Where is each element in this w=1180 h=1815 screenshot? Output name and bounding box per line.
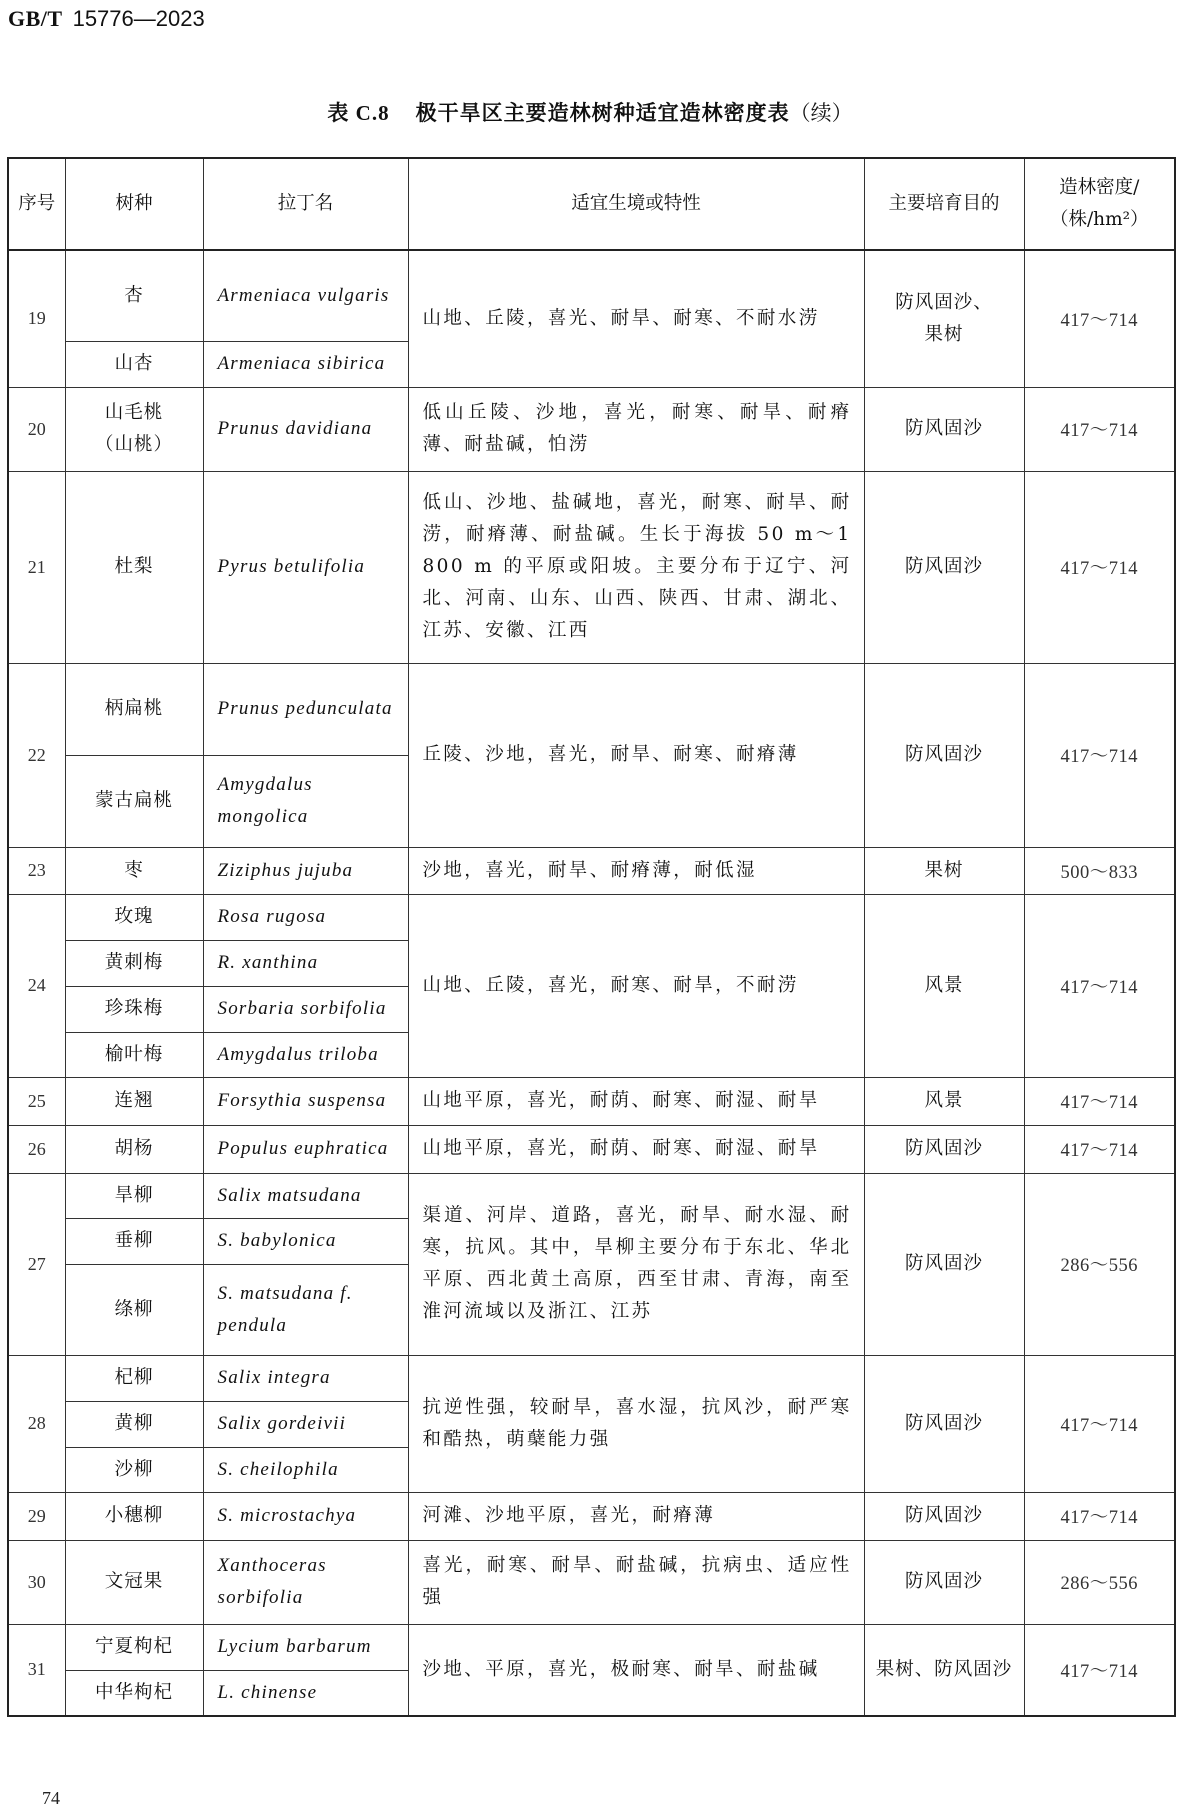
- row-number: 22: [8, 663, 65, 847]
- table-row: [8, 1492, 1175, 1540]
- species-name: 蒙古扁桃: [65, 755, 203, 847]
- table-row: [8, 1077, 1175, 1125]
- species-name: 黄刺梅: [65, 940, 203, 986]
- cultivation-purpose: 防风固沙、 果树: [864, 250, 1024, 387]
- cultivation-purpose: 防风固沙: [864, 1173, 1024, 1355]
- row-number: 30: [8, 1540, 65, 1624]
- habitat-traits: 山地平原，喜光，耐荫、耐寒、耐湿、耐旱: [408, 1077, 864, 1125]
- table-row: [8, 1173, 1175, 1218]
- planting-density: 417～714: [1024, 1125, 1175, 1173]
- species-name: 玫瑰: [65, 894, 203, 940]
- density-table: [7, 157, 1176, 1717]
- table-row: [8, 663, 1175, 755]
- habitat-traits: 沙地，喜光，耐旱、耐瘠薄，耐低湿: [408, 847, 864, 894]
- species-name: 连翘: [65, 1077, 203, 1125]
- latin-name: Populus euphratica: [203, 1125, 408, 1173]
- cultivation-purpose: 防风固沙: [864, 387, 1024, 471]
- column-header-habitat: 适宜生境或特性: [408, 158, 864, 250]
- row-number: 29: [8, 1492, 65, 1540]
- latin-name: Prunus pedunculata: [203, 663, 408, 755]
- species-name: 垂柳: [65, 1218, 203, 1264]
- cultivation-purpose: 果树: [864, 847, 1024, 894]
- species-name: 杏: [65, 250, 203, 341]
- species-name: 胡杨: [65, 1125, 203, 1173]
- species-name: 文冠果: [65, 1540, 203, 1624]
- planting-density: 500～833: [1024, 847, 1175, 894]
- planting-density: 417～714: [1024, 1624, 1175, 1716]
- latin-name: Sorbaria sorbifolia: [203, 986, 408, 1032]
- row-number: 25: [8, 1077, 65, 1125]
- habitat-traits: 低山、沙地、盐碱地，喜光，耐寒、耐旱、耐涝，耐瘠薄、耐盐碱。生长于海拔 50 m～1 800 m 的平原或阳坡。主要分布于辽宁、河北、河南、山东、山西、陕西、甘肃、湖北、江苏、安徽、江西: [408, 471, 864, 663]
- habitat-traits: 山地平原，喜光，耐荫、耐寒、耐湿、耐旱: [408, 1125, 864, 1173]
- row-number: 31: [8, 1624, 65, 1716]
- table-title: [0, 98, 1180, 128]
- planting-density: 417～714: [1024, 894, 1175, 1077]
- latin-name: Salix integra: [203, 1355, 408, 1401]
- cultivation-purpose: 防风固沙: [864, 471, 1024, 663]
- table-row: [8, 1540, 1175, 1624]
- density-header-line2: （株/hm²）: [1049, 209, 1149, 230]
- column-header-purpose: 主要培育目的: [864, 158, 1024, 250]
- latin-name: S. cheilophila: [203, 1447, 408, 1492]
- latin-name: Ziziphus jujuba: [203, 847, 408, 894]
- table-body: [8, 250, 1175, 1716]
- table-title-text: 极干旱区主要造林树种适宜造林密度表: [415, 101, 790, 125]
- latin-name: Amygdalus mongolica: [203, 755, 408, 847]
- latin-name: Salix matsudana: [203, 1173, 408, 1218]
- table-number: 表 C.8: [327, 101, 390, 125]
- latin-name: Lycium barbarum: [203, 1624, 408, 1670]
- habitat-traits: 渠道、河岸、道路，喜光，耐旱、耐水湿、耐寒，抗风。其中，旱柳主要分布于东北、华北平原、西北黄土高原，西至甘肃、青海，南至淮河流域以及浙江、江苏: [408, 1173, 864, 1355]
- table-continued-label: （续）: [789, 101, 853, 125]
- species-name: 宁夏枸杞: [65, 1624, 203, 1670]
- row-number: 26: [8, 1125, 65, 1173]
- column-header-latin: 拉丁名: [203, 158, 408, 250]
- table-row: [8, 1125, 1175, 1173]
- row-number: 23: [8, 847, 65, 894]
- planting-density: 417～714: [1024, 663, 1175, 847]
- row-number: 24: [8, 894, 65, 1077]
- table-row: [8, 894, 1175, 940]
- species-name: 枣: [65, 847, 203, 894]
- species-name: 珍珠梅: [65, 986, 203, 1032]
- species-name: 杞柳: [65, 1355, 203, 1401]
- habitat-traits: 河滩、沙地平原，喜光，耐瘠薄: [408, 1492, 864, 1540]
- standard-prefix: GB/T: [8, 6, 63, 31]
- standard-code: [8, 4, 205, 34]
- latin-name: Armeniaca sibirica: [203, 341, 408, 387]
- page-number: 74: [42, 1788, 60, 1808]
- standard-number: 15776—2023: [72, 6, 205, 31]
- planting-density: 417～714: [1024, 387, 1175, 471]
- latin-name: Armeniaca vulgaris: [203, 250, 408, 341]
- table-row: [8, 847, 1175, 894]
- species-name: 中华枸杞: [65, 1670, 203, 1716]
- planting-density: 417～714: [1024, 1077, 1175, 1125]
- cultivation-purpose: 果树、防风固沙: [864, 1624, 1024, 1716]
- latin-name: Prunus davidiana: [203, 387, 408, 471]
- cultivation-purpose: 防风固沙: [864, 1355, 1024, 1492]
- table-row: [8, 471, 1175, 663]
- planting-density: 417～714: [1024, 471, 1175, 663]
- row-number: 28: [8, 1355, 65, 1492]
- row-number: 20: [8, 387, 65, 471]
- cultivation-purpose: 风景: [864, 1077, 1024, 1125]
- latin-name: S. microstachya: [203, 1492, 408, 1540]
- row-number: 21: [8, 471, 65, 663]
- latin-name: Salix gordeivii: [203, 1401, 408, 1447]
- table-row: [8, 387, 1175, 471]
- habitat-traits: 丘陵、沙地，喜光，耐旱、耐寒、耐瘠薄: [408, 663, 864, 847]
- species-name: 绦柳: [65, 1264, 203, 1355]
- species-name: 沙柳: [65, 1447, 203, 1492]
- cultivation-purpose: 风景: [864, 894, 1024, 1077]
- species-name: 杜梨: [65, 471, 203, 663]
- planting-density: 286～556: [1024, 1540, 1175, 1624]
- table-row: [8, 1355, 1175, 1401]
- table-header-row: [8, 158, 1175, 250]
- column-header-species: 树种: [65, 158, 203, 250]
- species-name: 黄柳: [65, 1401, 203, 1447]
- cultivation-purpose: 防风固沙: [864, 1540, 1024, 1624]
- species-name: 旱柳: [65, 1173, 203, 1218]
- habitat-traits: 喜光，耐寒、耐旱、耐盐碱，抗病虫、适应性强: [408, 1540, 864, 1624]
- species-name: 山杏: [65, 341, 203, 387]
- cultivation-purpose: 防风固沙: [864, 1492, 1024, 1540]
- column-header-no: 序号: [8, 158, 65, 250]
- habitat-traits: 山地、丘陵，喜光、耐旱、耐寒、不耐水涝: [408, 250, 864, 387]
- latin-name: Forsythia suspensa: [203, 1077, 408, 1125]
- latin-name: Amygdalus triloba: [203, 1032, 408, 1077]
- column-header-density: [1024, 158, 1175, 250]
- latin-name: L. chinense: [203, 1670, 408, 1716]
- latin-name: S. babylonica: [203, 1218, 408, 1264]
- row-number: 27: [8, 1173, 65, 1355]
- table-row: [8, 1624, 1175, 1670]
- latin-name: S. matsudana f. pendula: [203, 1264, 408, 1355]
- cultivation-purpose: 防风固沙: [864, 663, 1024, 847]
- planting-density: 417～714: [1024, 250, 1175, 387]
- table-row: [8, 250, 1175, 341]
- habitat-traits: 抗逆性强，较耐旱，喜水湿，抗风沙，耐严寒和酷热，萌蘖能力强: [408, 1355, 864, 1492]
- species-name: 山毛桃 （山桃）: [65, 387, 203, 471]
- habitat-traits: 山地、丘陵，喜光，耐寒、耐旱，不耐涝: [408, 894, 864, 1077]
- latin-name: Pyrus betulifolia: [203, 471, 408, 663]
- species-name: 小穗柳: [65, 1492, 203, 1540]
- species-name: 柄扁桃: [65, 663, 203, 755]
- species-name: 榆叶梅: [65, 1032, 203, 1077]
- row-number: 19: [8, 250, 65, 387]
- planting-density: 417～714: [1024, 1492, 1175, 1540]
- latin-name: Xanthoceras sorbifolia: [203, 1540, 408, 1624]
- cultivation-purpose: 防风固沙: [864, 1125, 1024, 1173]
- planting-density: 286～556: [1024, 1173, 1175, 1355]
- latin-name: Rosa rugosa: [203, 894, 408, 940]
- density-header-line1: 造林密度/: [1059, 177, 1140, 198]
- habitat-traits: 沙地、平原，喜光，极耐寒、耐旱、耐盐碱: [408, 1624, 864, 1716]
- habitat-traits: 低山丘陵、沙地，喜光，耐寒、耐旱、耐瘠薄、耐盐碱，怕涝: [408, 387, 864, 471]
- latin-name: R. xanthina: [203, 940, 408, 986]
- planting-density: 417～714: [1024, 1355, 1175, 1492]
